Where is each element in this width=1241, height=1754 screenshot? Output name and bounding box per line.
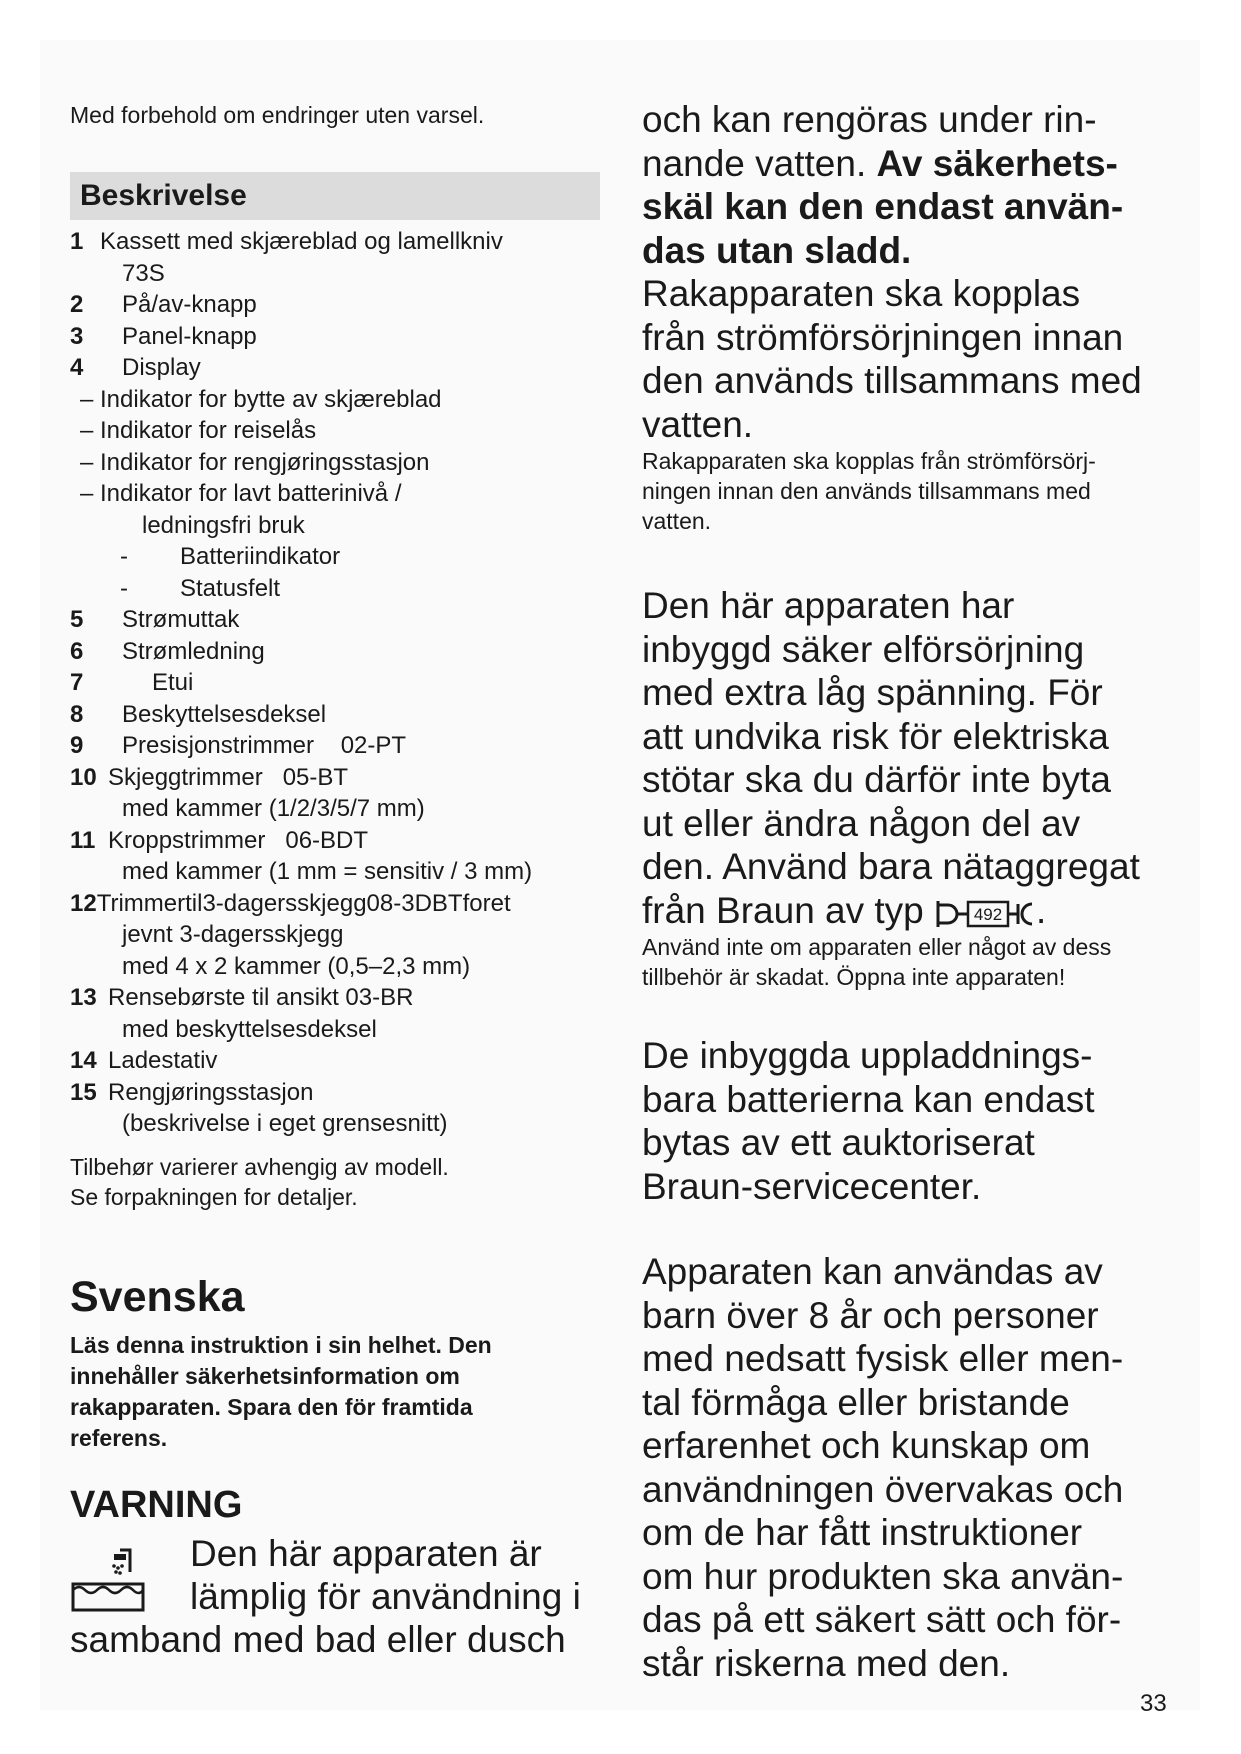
display-sub-item: – Indikator for reiselås — [80, 417, 317, 444]
display-sub-item: – Indikator for lavt batterinivå / — [80, 480, 402, 507]
disconnect-note: Rakapparaten ska kopplas från strömförsörj- ningen innan den används tillsammans med vatten. — [642, 448, 1096, 534]
display-sub-item: – Indikator for rengjøringsstasjon — [80, 448, 430, 476]
list-item-cont: (beskrivelse i eget grensesnitt) — [122, 1110, 448, 1137]
list-item: 5 Strømuttak — [70, 606, 240, 633]
list-item-cont: med 4 x 2 kammer (0,5–2,3 mm) — [122, 952, 471, 980]
section-title: Beskrivelse — [70, 172, 600, 220]
list-item: 13 Rensebørste til ansikt 03-BR — [70, 984, 414, 1011]
damage-note: Använd inte om apparaten eller något av dess tillbehör är skadat. Öppna inte apparaten! — [642, 934, 1112, 990]
warning-heading: VARNING — [70, 1483, 243, 1526]
display-dash-item: - Batteriindikator — [120, 543, 341, 570]
list-item: 14 Ladestativ — [70, 1047, 218, 1074]
cleaning-paragraph: och kan rengöras under rin- nande vatten. Av säkerhets- skäl kan den endast använ- das utan sladd. Rakapparaten ska kopplas från strömförsörjningen innan den används tillsammans med vatten. — [642, 99, 1142, 445]
page-number: 33 — [1140, 1690, 1167, 1717]
accessory-note: Tilbehør varierer avhengig av modell. Se forpakningen for detaljer. — [70, 1153, 449, 1210]
list-item-cont: med kammer (1 mm = sensitiv / 3 mm) — [122, 858, 533, 885]
display-sub-cont: ledningsfri bruk — [142, 511, 305, 539]
intro-note: Med forbehold om endringer uten varsel. — [70, 102, 485, 128]
list-item: 8 Beskyttelsesdeksel — [70, 700, 327, 728]
list-item: 1 Kassett med skjæreblad og lamellkniv — [70, 228, 503, 255]
list-item: 15 Rengjøringsstasjon — [70, 1078, 314, 1106]
language-heading: Svenska — [70, 1272, 245, 1321]
list-item: 11 Kroppstrimmer 06-BDT — [70, 826, 369, 854]
bath-shower-icon — [70, 1546, 154, 1616]
display-dash-item: - Statusfelt — [120, 574, 281, 602]
list-item: 12Trimmertil3-dagersskjegg08-3DBTforet — [70, 889, 511, 917]
power-supply-paragraph: Den här apparaten har inbyggd säker elförsörjning med extra låg spänning. För att undvika risk för elektriska stötar ska du därför inte byta ut eller ändra någon del av den. Använd bara nätaggregat från Braun av typ 492 . — [642, 585, 1140, 931]
list-item-cont: med kammer (1/2/3/5/7 mm) — [122, 795, 425, 822]
children-paragraph: Apparaten kan användas av barn över 8 år och personer med nedsatt fysisk eller men- tal förmåga eller bristande erfarenhet och kunskap om användningen övervakas och om de har fått instruktioner om hur produkten ska använ- das på ett säkert sätt och för- står riskerna med den. — [642, 1251, 1124, 1684]
list-item: 2 På/av-knapp — [70, 291, 257, 318]
description-list — [70, 226, 600, 1140]
type-code: 492 — [973, 904, 1003, 924]
power-supply-type-icon — [936, 896, 1036, 930]
list-item: 9 Presisjonstrimmer 02-PT — [70, 732, 407, 759]
list-item: 7 Etui — [70, 669, 194, 696]
list-item: 6 Strømledning — [70, 637, 265, 665]
list-item: 10 Skjeggtrimmer 05-BT — [70, 763, 349, 791]
list-item: 3 Panel-knapp — [70, 322, 257, 350]
right-column — [642, 98, 1182, 1685]
left-column — [70, 100, 600, 1661]
list-item-cont: jevnt 3-dagersskjegg — [122, 921, 344, 948]
list-item-cont: med beskyttelsesdeksel — [122, 1015, 377, 1043]
battery-paragraph: De inbyggda uppladdnings- bara batterierna kan endast bytas av ett auktoriserat Braun-servicecenter. — [642, 1035, 1095, 1207]
lead-paragraph: Läs denna instruktion i sin helhet. Den innehåller säkerhetsinformation om rakapparaten. Spara den för framtida referens. — [70, 1331, 492, 1451]
list-item-cont: 73S — [122, 259, 165, 287]
warning-text: Den här apparaten är lämplig för användning i samband med bad eller dusch — [70, 1532, 581, 1660]
display-sub-item: – Indikator for bytte av skjæreblad — [80, 385, 442, 413]
list-item: 4 Display — [70, 354, 201, 381]
